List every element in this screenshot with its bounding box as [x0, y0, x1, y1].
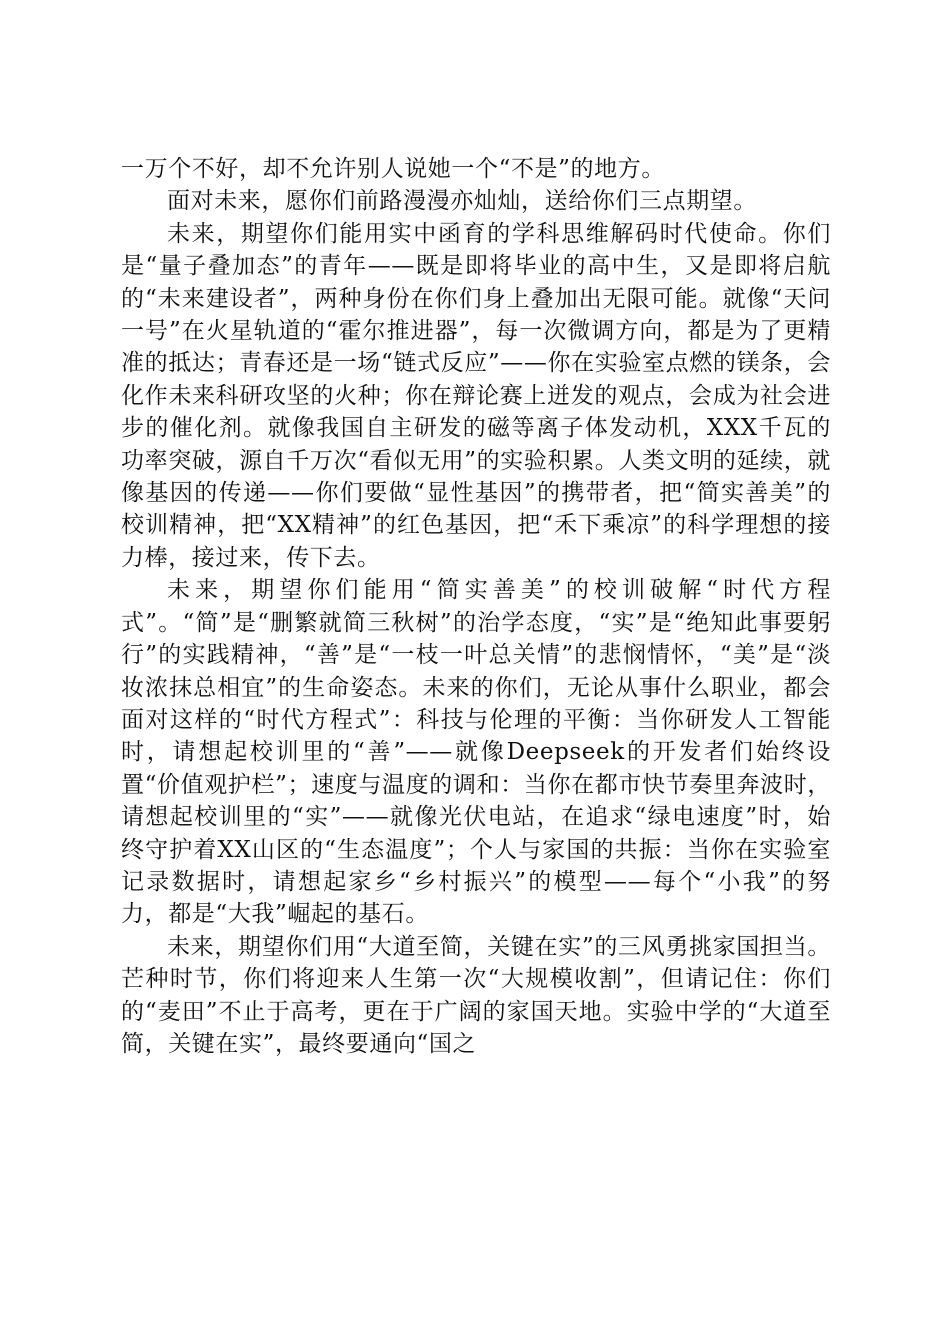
paragraph-1: 一万个不好，却不允许别人说她一个“不是”的地方。	[121, 156, 665, 182]
paragraph-5: 未来，期望你们用“大道至简，关键在实”的三风勇挑家国担当。芒种时节，你们将迎来人生第一次“大规模收割”，但请记住：你们的“麦田”不止于高考，更在于广阔的家国天地。实验中学的“大道至简，关键在实”，最终要通向“国之	[121, 933, 831, 1057]
document-page	[121, 153, 831, 1060]
paragraph-3: 未来，期望你们能用实中函育的学科思维解码时代使命。你们是“量子叠加态”的青年——既是即将毕业的高中生，又是即将启航的“未来建设者”，两种身份在你们身上叠加出无限可能。就像“天问一号”在火星轨道的“霍尔推进器”，每一次微调方向，都是为了更精准的抵达；青春还是一场“链式反应”——你在实验室点燃的镁条，会化作未来科研攻坚的火种；你在辩论赛上迸发的观点，会成为社会进步的催化剂。就像我国自主研发的磁等离子体发动机，XXX千瓦的功率突破，源自千万次“看似无用”的实验积累。人类文明的延续，就像基因的传递——你们要做“显性基因”的携带者，把“简实善美”的校训精神，把“XX精神”的红色基因，把“禾下乘凉”的科学理想的接力棒，接过来，传下去。	[121, 220, 831, 571]
paragraph-2: 面对未来，愿你们前路漫漫亦灿灿，送给你们三点期望。	[167, 188, 757, 215]
paragraph-4: 未来，期望你们能用“简实善美”的校训破解“时代方程式”。“简”是“删繁就简三秋树”的治学态度，“实”是“绝知此事要躬行”的实践精神，“善”是“一枝一叶总关情”的悲悯情怀，“美”是“淡妆浓抹总相宜”的生命姿态。未来的你们，无论从事什么职业，都会面对这样的“时代方程式”：科技与伦理的平衡：当你研发人工智能时，请想起校训里的“善”——就像Deepseek的开发者们始终设置“价值观护栏”；速度与温度的调和：当你在都市快节奏里奔波时，请想起校训里的“实”——就像光伏电站，在追求“绿电速度”时，始终守护着XX山区的“生态温度”；个人与家国的共振：当你在实验室记录数据时，请想起家乡“乡村振兴”的模型——每个“小我”的努力，都是“大我”崛起的基石。	[121, 577, 831, 928]
